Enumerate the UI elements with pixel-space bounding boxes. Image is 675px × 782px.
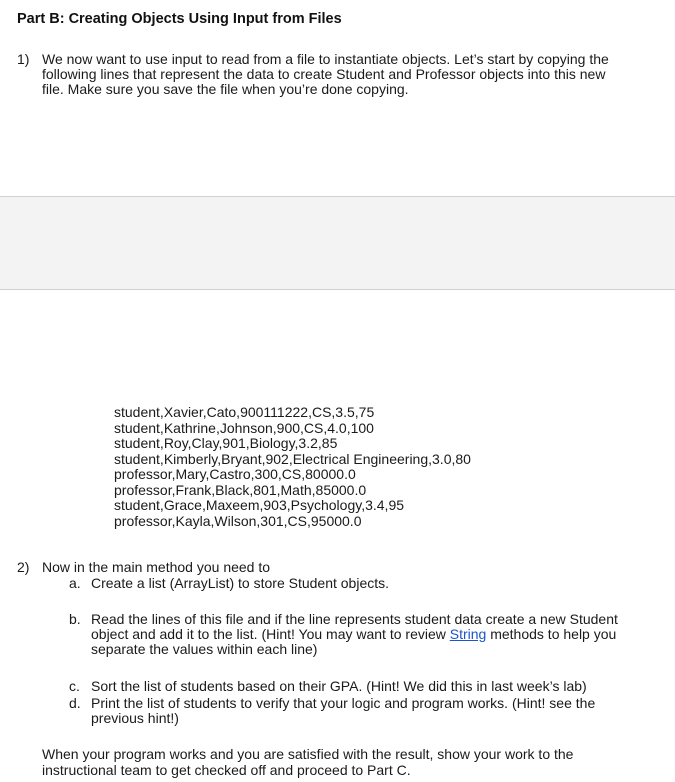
string-link[interactable]: String: [449, 626, 487, 642]
step-2a-text: Create a list (ArrayList) to store Student objects.: [91, 575, 390, 591]
data-line: professor,Mary,Castro,300,CS,80000.0: [114, 466, 356, 482]
data-line: student,Roy,Clay,901,Biology,3.2,85: [114, 435, 338, 451]
data-line: student,Kimberly,Bryant,902,Electrical Engineering,3.0,80: [114, 450, 471, 467]
step-1-number: 1): [17, 51, 30, 67]
step-1-line-1: We now want to use input to read from a file to instantiate objects. Let’s start by copying the: [42, 51, 609, 67]
step-2b-line-1: Read the lines of this file and if the line represents student data create a new Student: [91, 611, 618, 627]
page-break-band-top: [0, 196, 675, 246]
closing-line-2: instructional team to get checked off and proceed to Part C.: [42, 762, 411, 778]
step-2d-line-2: previous hint!): [91, 710, 179, 726]
data-line: professor,Kayla,Wilson,301,CS,95000.0: [114, 512, 362, 529]
step-2c-letter: c.: [69, 678, 80, 694]
page-break-band-bottom: [0, 245, 675, 290]
step-1-line-3: file. Make sure you save the file when you’re done copying.: [42, 81, 409, 97]
data-line: professor,Frank,Black,801,Math,85000.0: [114, 481, 367, 498]
step-1-line-2: following lines that represent the data to create Student and Professor objects into this new: [42, 66, 606, 82]
step-2d-letter: d.: [69, 695, 81, 711]
step-2a-letter: a.: [69, 575, 81, 591]
data-line: student,Kathrine,Johnson,900,CS,4.0,100: [114, 419, 374, 436]
data-line: student,Grace,Maxeem,903,Psychology,3.4,95: [114, 497, 405, 513]
step-2-number: 2): [17, 559, 30, 575]
page-title: Part B: Creating Objects Using Input from Files: [17, 11, 342, 27]
data-line: student,Xavier,Cato,900111222,CS,3.5,75: [114, 404, 375, 420]
step-2c-text: Sort the list of students based on their GPA. (Hint! We did this in last week’s lab): [91, 678, 587, 694]
data-lines-block: [114, 405, 471, 529]
step-2b-line-3: separate the values within each line): [91, 641, 318, 657]
step-2b-line-2-pre: object and add it to the list. (Hint! You may want to review: [91, 626, 450, 642]
step-2-intro: Now in the main method you need to: [42, 559, 271, 575]
step-2b-line-2: [91, 627, 616, 642]
closing-line-1: When your program works and you are satisfied with the result, show your work to the: [42, 746, 574, 762]
step-2d-line-1: Print the list of students to verify that your logic and program works. (Hint! see the: [91, 695, 596, 711]
step-2b-line-2-post: methods to help you: [486, 626, 617, 642]
step-2b-letter: b.: [69, 611, 81, 627]
